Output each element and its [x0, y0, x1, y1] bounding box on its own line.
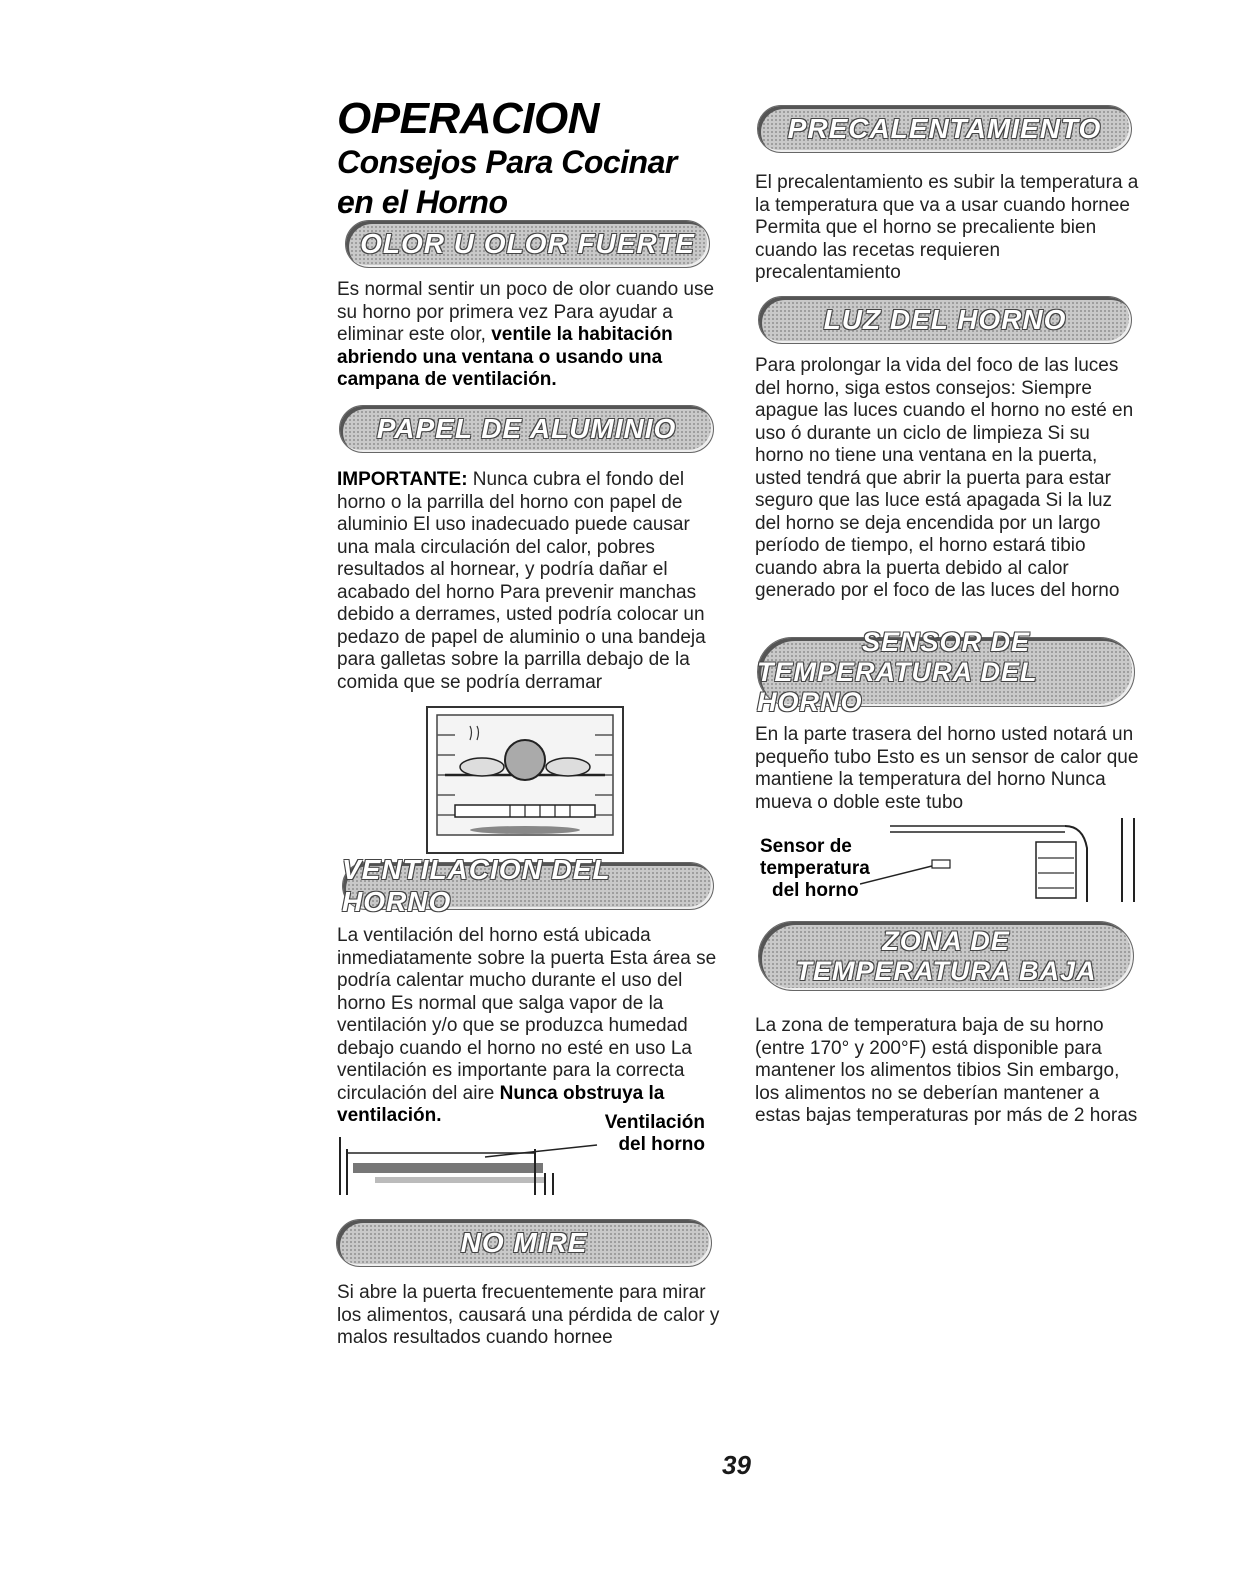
page-subtitle-line2: en el Horno: [337, 184, 508, 220]
banner-luz-label: LUZ DEL HORNO: [823, 304, 1067, 335]
page-title: OPERACION: [337, 94, 599, 143]
vent-illustration: [335, 1135, 635, 1197]
banner-nomire-label: NO MIRE: [460, 1227, 588, 1258]
banner-zona-label: ZONA DE TEMPERATURA BAJA: [795, 926, 1097, 986]
ventilacion-caption: Ventilación del horno: [604, 1112, 705, 1155]
banner-ventilacion: [342, 854, 714, 917]
sensor-illustration: [860, 818, 1145, 902]
banner-papel: [339, 405, 714, 453]
page-subtitle-line1: Consejos Para Cocinar: [337, 144, 677, 180]
sensor-text: En la parte trasera del horno usted notará un pequeño tubo Esto es un sensor de calor que mantiene la temperatura del horno Nunca mueva o doble este tubo: [755, 724, 1139, 813]
banner-olor: [345, 220, 710, 268]
precal-text: El precalentamiento es subir la temperatura a la temperatura que va a usar cuando hornee Permita que el horno se precaliente bien cuando las recetas requieren precalentamiento: [755, 172, 1139, 283]
banner-nomire: [336, 1219, 712, 1267]
banner-papel-label: PAPEL DE ALUMINIO: [376, 413, 677, 444]
zona-text: La zona de temperatura baja de su horno (entre 170° y 200°F) está disponible para mantener los alimentos tibios Sin embargo, los alimentos no se deberían mantener a estas bajas temperaturas por más de 2 horas: [755, 1015, 1138, 1126]
luz-text: Para prolongar la vida del foco de las luces del horno, siga estos consejos: Siempre apague las luces cuando el horno no esté en uso ó durante un ciclo de limpieza Si su horno no tiene una ventana en la puerta, usted tendrá que abrir la puerta para estar seguro que las luce está apagada Si la luz del horno se deja encendida por un largo período de tiempo, el horno estará tibio cuando abra la puerta debido al calor generado por el foco de las luces del horno: [755, 355, 1134, 601]
banner-ventilacion-label: VENTILACION DEL HORNO: [342, 854, 611, 917]
banner-precal: [757, 105, 1132, 153]
page-heading: [337, 96, 737, 222]
banner-luz: [758, 296, 1132, 344]
banner-olor-label: OLOR U OLOR FUERTE: [360, 228, 695, 259]
banner-sensor-label: SENSOR DE TEMPERATURA DEL HORNO: [757, 627, 1038, 717]
page-number: 39: [722, 1450, 751, 1480]
banner-sensor: [757, 627, 1135, 717]
sensor-caption: Sensor de temperatura del horno: [760, 836, 870, 901]
papel-text: IMPORTANTE: Nunca cubra el fondo del horno o la parrilla del horno con papel de aluminio El uso inadecuado puede causar una mala circulación del calor, pobres resultados al hornear, y podría dañar el acabado del horno Para prevenir manchas debido a derrames, usted podría colocar un pedazo de papel de aluminio o una bandeja para galletas sobre la parrilla debajo de la comida que se podría derramar: [337, 469, 706, 693]
oven-rack-illustration: [425, 705, 625, 855]
banner-precal-label: PRECALENTAMIENTO: [787, 113, 1102, 144]
olor-text: Es normal sentir un poco de olor cuando use su horno por primera vez Para ayudar a eliminar este olor, ventile la habitación abriendo una ventana o usando una campana de ventilación.: [337, 279, 715, 390]
banner-zona: [758, 921, 1134, 991]
ventilacion-text: La ventilación del horno está ubicada inmediatamente sobre la puerta Esta área se podría calentar mucho durante el uso del horno Es normal que salga vapor de la ventilación y/o que se produzca humedad debajo cuando el horno no esté en uso La ventilación es importante para la correcta circulación del aire Nunca obstruya la ventilación.: [337, 925, 717, 1126]
nomire-text: Si abre la puerta frecuentemente para mirar los alimentos, causará una pérdida de calor y malos resultados cuando hornee: [337, 1282, 720, 1348]
